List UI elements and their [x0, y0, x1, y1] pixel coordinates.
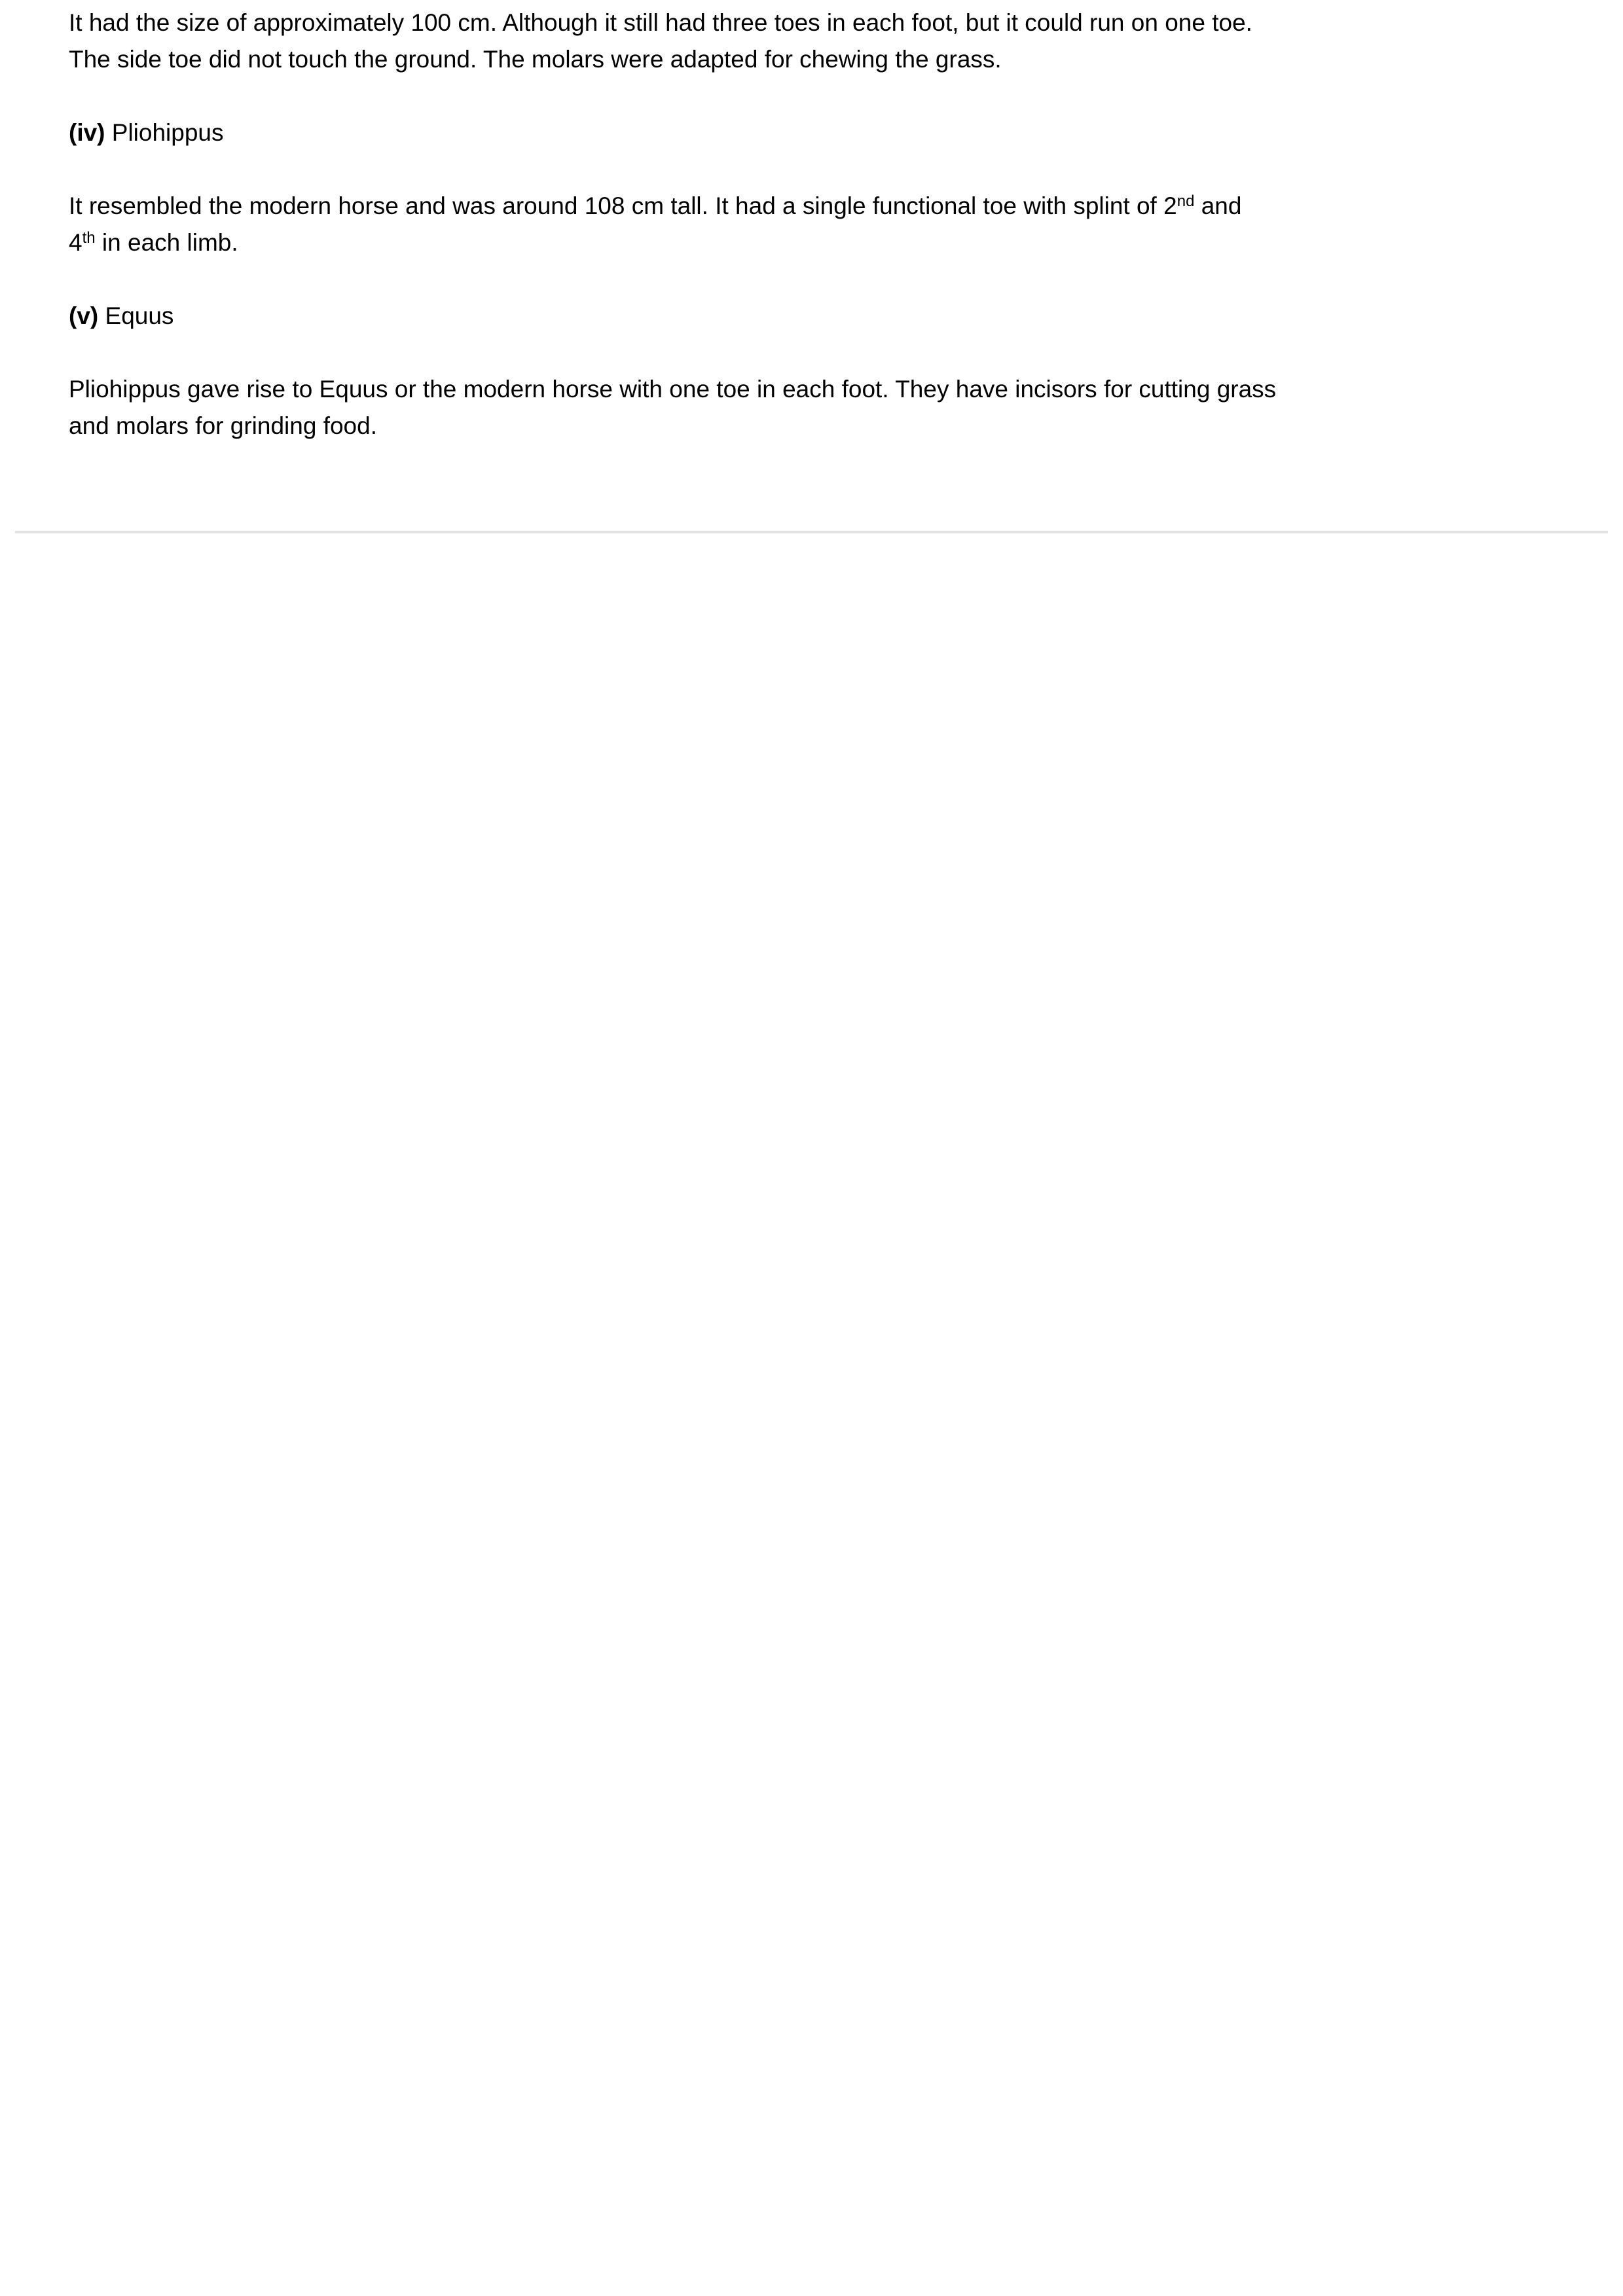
text-segment: Pliohippus gave rise to Equus or the modern horse with one toe in each foot. They have incisors for cutting grass — [69, 376, 1277, 403]
section-divider — [15, 531, 1608, 533]
text-line — [69, 41, 1623, 78]
text-line — [69, 408, 1623, 444]
paragraph-3 — [69, 188, 1623, 261]
heading-2 — [69, 115, 1623, 151]
text-line — [69, 298, 1623, 334]
bold-label: (iv) — [69, 119, 105, 146]
document-content — [0, 0, 1623, 444]
text-segment: Equus — [98, 302, 174, 329]
text-segment: and — [1194, 192, 1242, 219]
text-line — [69, 115, 1623, 151]
text-segment: It resembled the modern horse and was around 108 cm tall. It had a single functional toe with splint of 2 — [69, 192, 1177, 219]
superscript-text: nd — [1176, 192, 1195, 210]
paragraph-1 — [69, 5, 1623, 78]
superscript-text: th — [82, 228, 96, 247]
text-segment: It had the size of approximately 100 cm. Although it still had three toes in each foot, but it could run on one toe. — [69, 9, 1252, 36]
text-segment: in each limb. — [95, 229, 238, 256]
text-segment: and molars for grinding food. — [69, 412, 377, 439]
heading-4 — [69, 298, 1623, 334]
text-segment: 4 — [69, 229, 82, 256]
bold-label: (v) — [69, 302, 99, 329]
text-line — [69, 371, 1623, 408]
text-segment: The side toe did not touch the ground. The molars were adapted for chewing the grass. — [69, 46, 1002, 73]
text-line — [69, 188, 1623, 224]
text-segment: Pliohippus — [105, 119, 224, 146]
text-line — [69, 5, 1623, 41]
paragraph-5 — [69, 371, 1623, 444]
text-line — [69, 224, 1623, 261]
